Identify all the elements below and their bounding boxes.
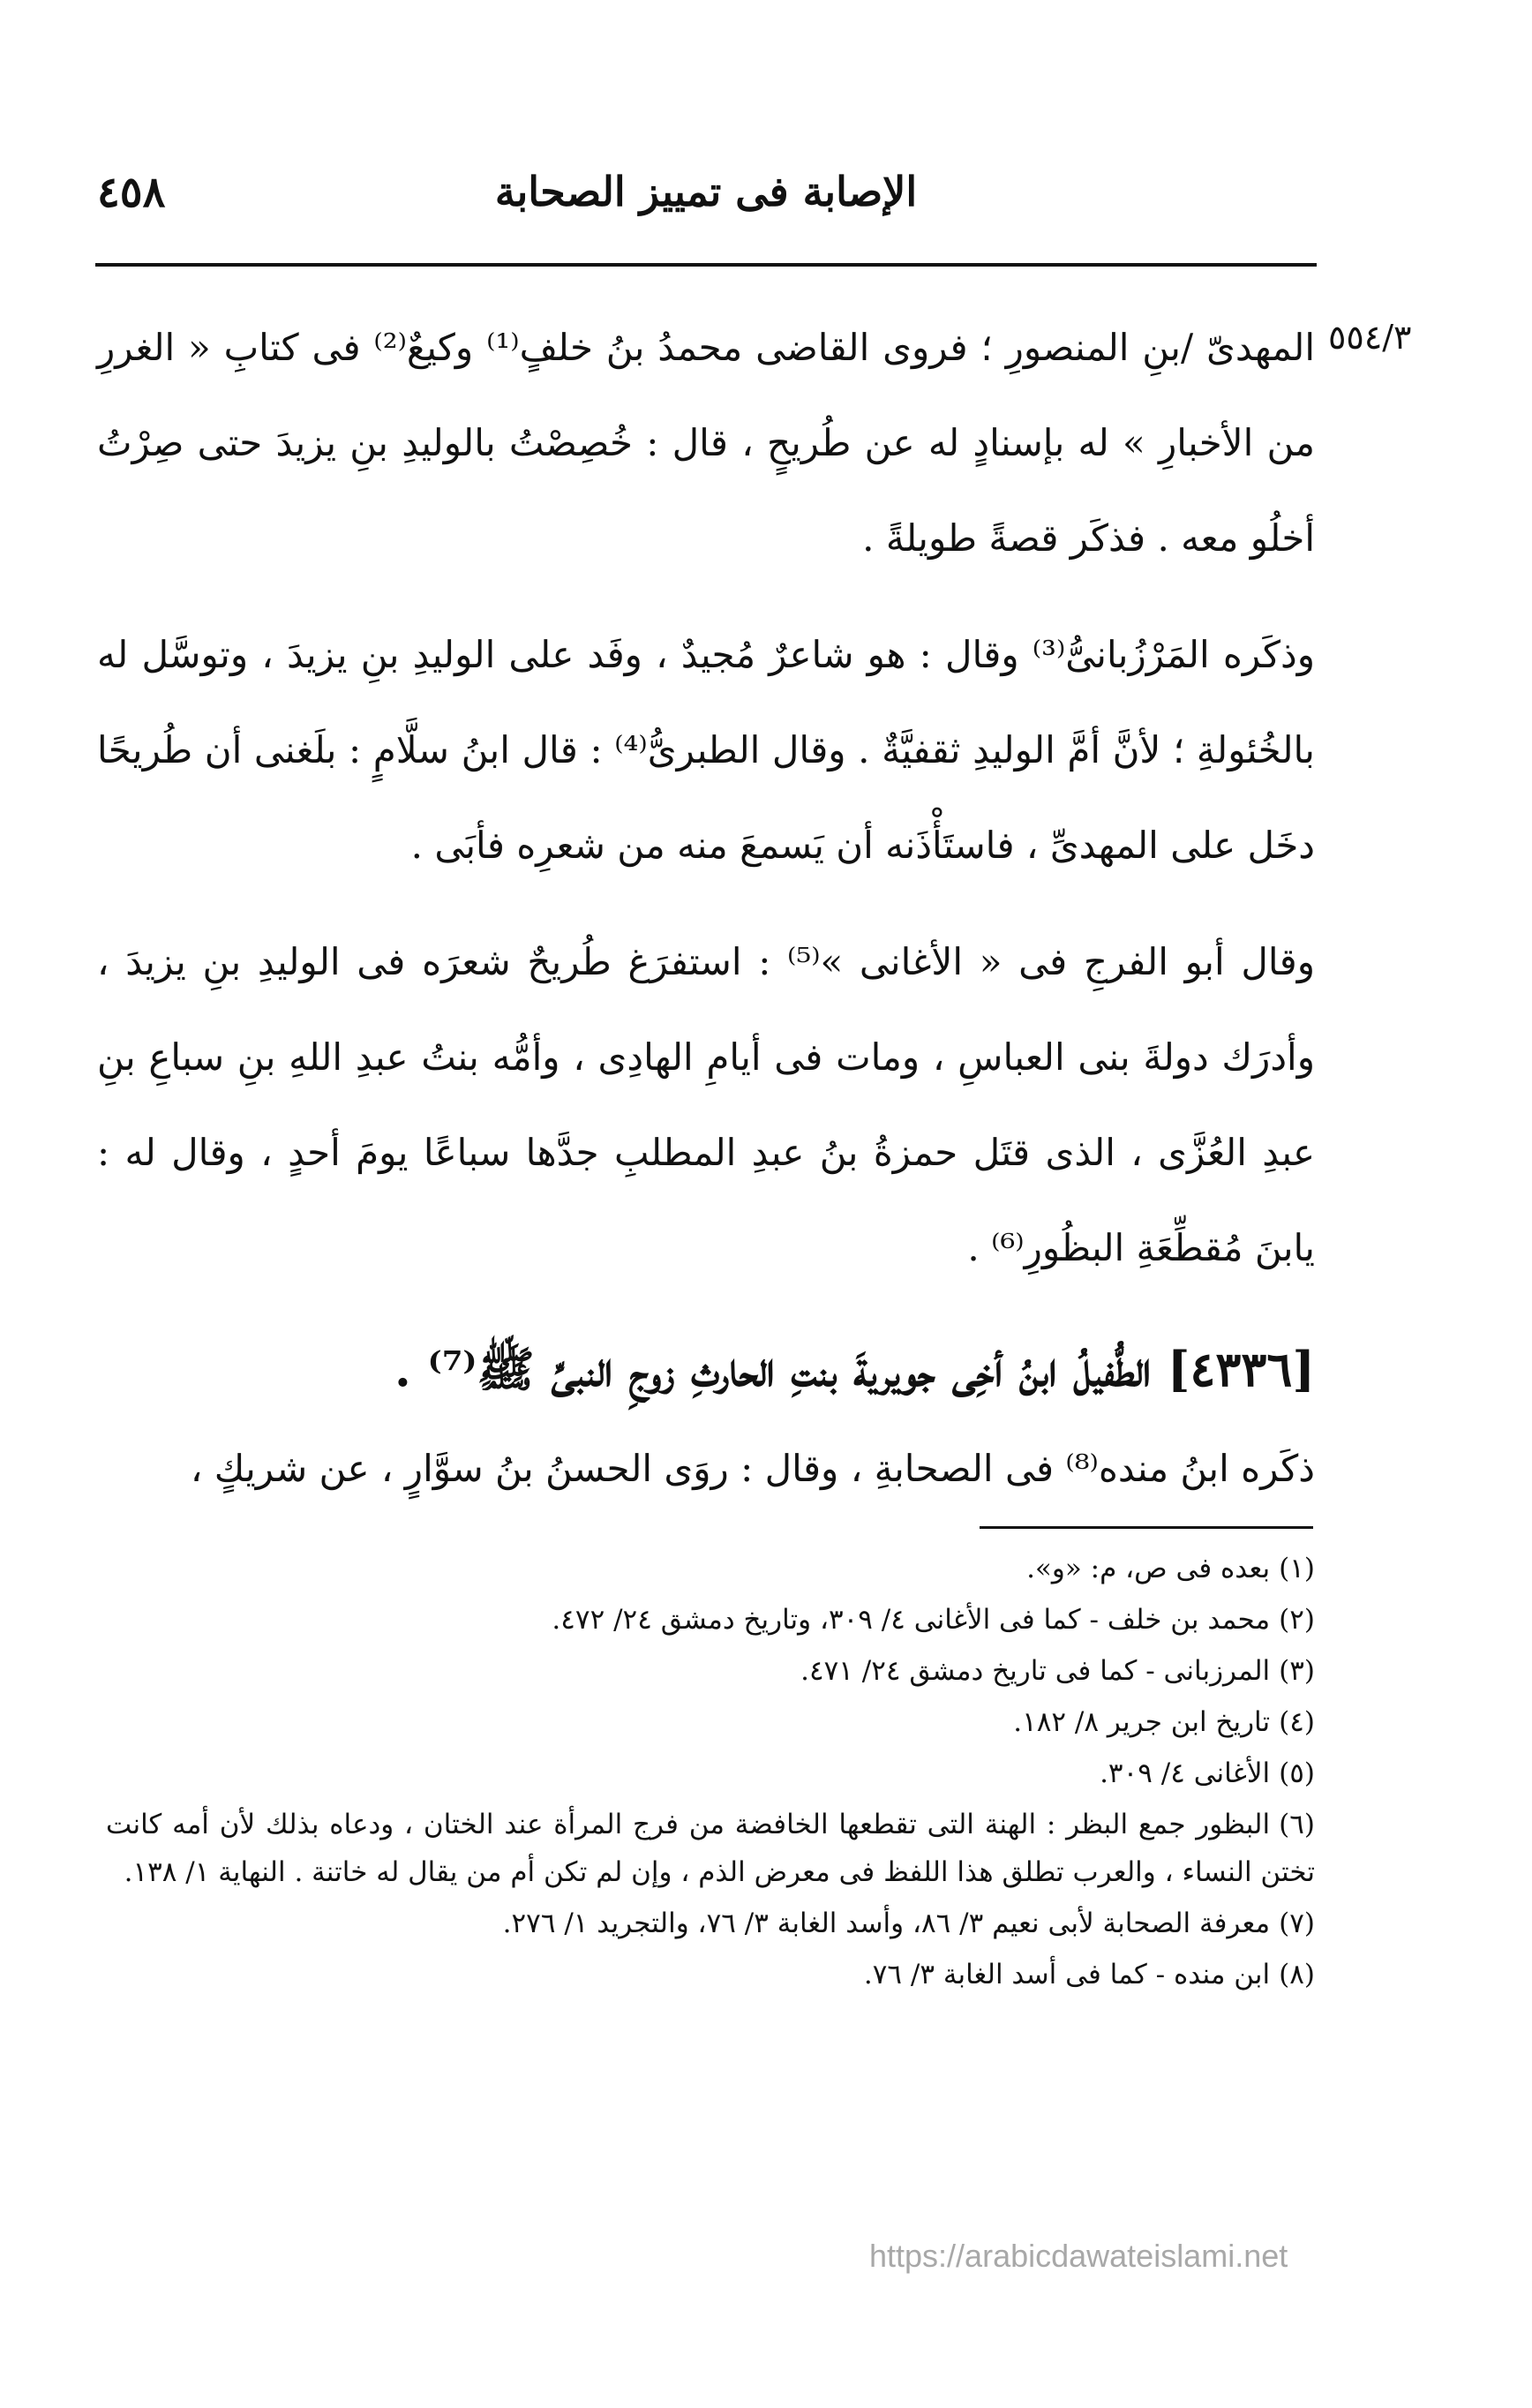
footnotes (106, 1545, 1315, 2002)
footnote-number: (٧) (1279, 1908, 1315, 1939)
footnote-7 (106, 1900, 1315, 1947)
footnote-8 (106, 1951, 1315, 1998)
margin-reference: ٥٥٤/٣ (1328, 318, 1412, 357)
footnote-number: (٢) (1279, 1604, 1315, 1636)
footnote-number: (٣) (1279, 1655, 1315, 1687)
paragraph-3: وقال أبو الفرجِ فى « الأغانى »⁽⁵⁾ : استفرَغ طُريحٌ شعرَه فى الوليدِ بنِ يزيدَ ، وأدرَك دولةَ بنى العباسِ ، ومات فى أيامِ الهادِى ، وأمُّه بنتُ عبدِ اللهِ بنِ سباعِ بنِ عبدِ العُزَّى ، الذى قتَل حمزةُ بنُ عبدِ المطلبِ جدَّها سباعًا يومَ أحدٍ ، وقال له : يابنَ مُقطِّعَةِ البظُورِ⁽⁶⁾ . (97, 940, 1315, 1269)
footnote-text: الأغانى ٤/ ٣٠٩. (1100, 1757, 1271, 1789)
page-number: ٤٥٨ (97, 168, 166, 217)
footnote-6 (106, 1801, 1315, 1896)
header-rule (95, 263, 1317, 267)
footnote-text: المرزبانى - كما فى تاريخ دمشق ٢٤/ ٤٧١. (800, 1655, 1271, 1687)
paragraph-1: المهدىّ /بنِ المنصورِ ؛ فروى القاضى محمدُ بنُ خلفٍ⁽¹⁾ وكيعٌ⁽²⁾ فى كتابِ « الغررِ من الأخبارِ » له بإسنادٍ له عن طُريحٍ ، قال : خُصِصْتُ بالوليدِ بنِ يزيدَ حتى صِرْتُ أخلُو معه . فذكَر قصةً طويلةً . (97, 326, 1316, 560)
footnote-4 (106, 1698, 1315, 1746)
entry-number: [٤٣٣٦] (1167, 1341, 1315, 1397)
footnote-text: البظور جمع البظر : الهنة التى تقطعها الخافضة من فرج المرأة عند الختان ، ودعاه بذلك لأن أمه كانت تختن النساء ، والعرب تطلق هذا اللفظ فى معرض الذم ، وإن لم تكن أم من يقال له خاتنة . النهاية ١/ ١٣٨. (106, 1809, 1315, 1888)
footnote-number: (٦) (1279, 1809, 1315, 1840)
running-title: الإصابة فى تمييز الصحابة (494, 168, 918, 215)
footnote-number: (٤) (1279, 1706, 1315, 1738)
page-header (97, 168, 1315, 230)
footnote-3 (106, 1647, 1315, 1695)
entry-heading (97, 1317, 1315, 1421)
footnote-number: (٨) (1279, 1959, 1315, 1990)
footnote-text: محمد بن خلف - كما فى الأغانى ٤/ ٣٠٩، وتاريخ دمشق ٢٤/ ٤٧٢. (552, 1604, 1271, 1636)
footnote-text: تاريخ ابن جرير ٨/ ١٨٢. (1013, 1706, 1271, 1738)
footnote-2 (106, 1596, 1315, 1644)
main-text (97, 300, 1315, 1538)
footnote-rule (980, 1526, 1313, 1529)
footnote-1 (106, 1545, 1315, 1592)
watermark-url: https://arabicdawateislami.net (869, 2238, 1288, 2274)
footnote-5 (106, 1750, 1315, 1797)
paragraph-2: وذكَره المَرْزُبانىُّ⁽³⁾ وقال : هو شاعرٌ مُجيدٌ ، وفَد على الوليدِ بنِ يزيدَ ، وتوسَّل له بالخُئولةِ ؛ لأنَّ أمَّ الوليدِ ثقفيَّةٌ . وقال الطبرىُّ⁽⁴⁾ : قال ابنُ سلَّامٍ : بلَغنى أن طُريحًا دخَل على المهدىِّ ، فاستَأْذَنه أن يَسمعَ منه من شعرِه فأبَى . (97, 633, 1316, 867)
footnote-number: (١) (1279, 1553, 1315, 1584)
footnote-text: بعده فى ص، م: «و». (1026, 1553, 1271, 1584)
entry-title: الطُّفيلُ ابنُ أخِى جويريةَ بنتِ الحارثِ زوجِ النبىِّ ﷺ⁽⁷⁾ . (394, 1341, 1152, 1397)
footnote-number: (٥) (1279, 1757, 1315, 1789)
footnote-text: معرفة الصحابة لأبى نعيم ٣/ ٨٦، وأسد الغابة ٣/ ٧٦، والتجريد ١/ ٢٧٦. (502, 1908, 1271, 1939)
footnote-text: ابن منده - كما فى أسد الغابة ٣/ ٧٦. (863, 1959, 1271, 1990)
paragraph-4: ذكَره ابنُ منده⁽⁸⁾ فى الصحابةِ ، وقال : روَى الحسنُ بنُ سوَّارٍ ، عن شريكٍ ، (190, 1447, 1315, 1490)
